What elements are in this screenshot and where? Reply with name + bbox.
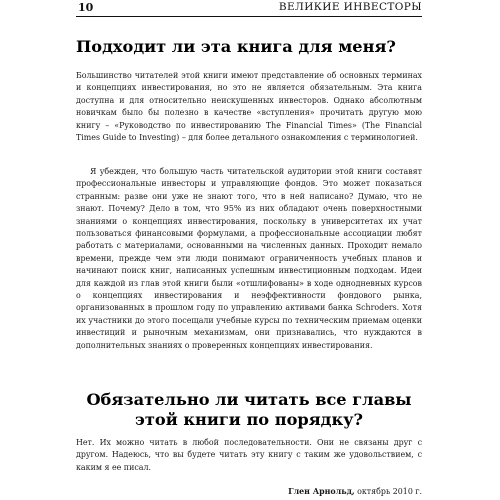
signature-author: Глен Арнольд,	[288, 487, 355, 496]
paragraph-intro: Большинство читателей этой книги имеют представление об основных терминах и концепциях инвестирования, но это не является обязательным. Эта книга доступна и для относительно неискушенных инвесторов. Однако абсолютным новичкам было бы полезно в качестве «вступления» прочитать другую мою книгу – «Руководство по инвестированию The Financial Times» (The Financial Times Guide to Investing) – для более детального ознакомления с терминологией.	[76, 71, 422, 143]
paragraph-reading-order: Нет. Их можно читать в любой последовательности. Они не связаны друг с другом. Надеюсь, что вы будете читать эту книгу с таким же удовольствием, с каким я ее писал.	[76, 438, 422, 472]
signature	[76, 486, 422, 498]
signature-date: октябрь 2010 г.	[357, 487, 422, 496]
page-number: 10	[78, 1, 94, 14]
page-header	[76, 0, 422, 17]
section-heading-suitability: Подходит ли эта книга для меня?	[76, 37, 396, 56]
paragraph-audience: Я убежден, что большую часть читательской аудитории этой книги составят профессиональные инвесторы и управляющие фондов. Это может показаться странным: разве они уже не знают того, что в ней написано? Думаю, что не знают. Почему? Дело в том, что 95% из них обладают очень поверхностными знаниями о концепциях инвестирования, поскольку в университетах их учат пользоваться финансовыми формулами, а профессиональные ассоциации любят работать с материалами, основанными на численных данных. Проходит немало времени, прежде чем эти люди понимают ограниченность учебных планов и начинают поиск книг, написанных успешным инвестиционным подходам. Идеи для каждой из глав этой книги были «отшлифованы» в ходе однодневных курсов о концепциях инвестирования и неэффективности фондового рынка, организованных в прошлом году по управлению активами банка Schroders. Хотя их участники до этого посещали учебные курсы по техническим приемам оценки инвестиций и рыночным механизмам, они признавались, что нуждаются в дополнительных знаниях о проверенных концепциях инвестирования.	[76, 167, 422, 350]
section-heading-reading-order: Обязательно ли читать все главы этой книги по порядку?	[86, 390, 412, 429]
running-title: ВЕЛИКИЕ ИНВЕСТОРЫ	[278, 1, 422, 13]
